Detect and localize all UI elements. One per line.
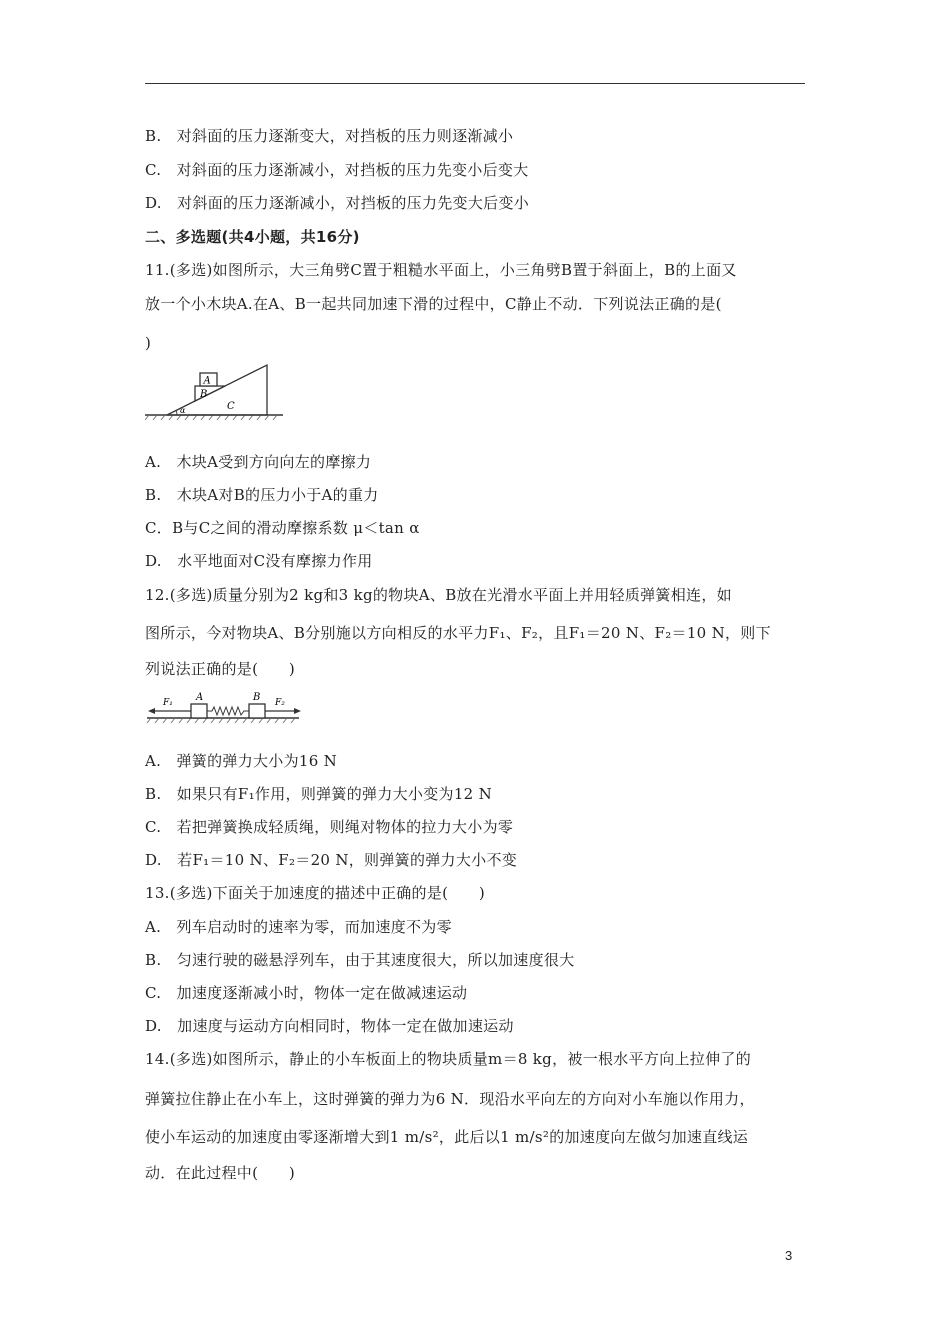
q11-wedge-figure <box>145 362 285 422</box>
q11-stem-line1: 11.(多选)如图所示，大三角劈C置于粗糙水平面上，小三角劈B置于斜面上，B的上面又 <box>145 261 737 279</box>
q12-option-c: C. 若把弹簧换成轻质绳，则绳对物体的拉力大小为零 <box>145 818 514 836</box>
block-a <box>191 704 207 718</box>
label-c: C <box>227 401 235 412</box>
label-a: A <box>203 375 211 387</box>
q13-option-d: D. 加速度与运动方向相同时，物体一定在做加速运动 <box>145 1017 514 1035</box>
q13-stem: 13.(多选)下面关于加速度的描述中正确的是( ) <box>145 884 486 902</box>
q12-spring-figure <box>145 686 305 726</box>
label-f1: F₁ <box>163 698 173 708</box>
q13-option-a: A. 列车启动时的速率为零，而加速度不为零 <box>145 918 452 936</box>
q11-option-d: D. 水平地面对C没有摩擦力作用 <box>145 552 373 570</box>
q14-stem-line2: 弹簧拉住静止在小车上，这时弹簧的弹力为6 N．现沿水平向左的方向对小车施以作用力， <box>145 1090 755 1108</box>
q12-stem-line1: 12.(多选)质量分别为2 kg和3 kg的物块A、B放在光滑水平面上并用轻质弹簧相连，如 <box>145 586 732 604</box>
q12-stem-line3: 列说法正确的是( ) <box>145 660 296 678</box>
q14-stem-line1: 14.(多选)如图所示，静止的小车板面上的物块质量m＝8 kg，被一根水平方向上拉伸了的 <box>145 1050 751 1068</box>
q11-option-b: B. 木块A对B的压力小于A的重力 <box>145 486 379 504</box>
q12-option-a: A. 弹簧的弹力大小为16 N <box>145 752 338 770</box>
q10-option-c: C. 对斜面的压力逐渐减小，对挡板的压力先变小后变大 <box>145 161 529 179</box>
q13-option-b: B. 匀速行驶的磁悬浮列车，由于其速度很大，所以加速度很大 <box>145 951 575 969</box>
q11-option-c: C．B与C之间的滑动摩擦系数 μ＜tan α <box>145 519 420 537</box>
header-rule <box>145 83 805 84</box>
q11-stem-line3: ) <box>145 334 152 352</box>
q10-option-b: B. 对斜面的压力逐渐变大，对挡板的压力则逐渐减小 <box>145 127 514 145</box>
q14-stem-line3: 使小车运动的加速度由零逐渐增大到1 m/s²，此后以1 m/s²的加速度向左做匀加速直线运 <box>145 1128 749 1146</box>
q10-option-d: D. 对斜面的压力逐渐减小，对挡板的压力先变大后变小 <box>145 194 530 212</box>
q12-option-d: D. 若F₁＝10 N、F₂＝20 N，则弹簧的弹力大小不变 <box>145 851 518 869</box>
label-alpha: α <box>180 406 186 415</box>
q11-stem-line2: 放一个小木块A.在A、B一起共同加速下滑的过程中，C静止不动．下列说法正确的是( <box>145 295 722 313</box>
block-b <box>249 704 265 718</box>
q11-option-a: A. 木块A受到方向向左的摩擦力 <box>145 453 372 471</box>
label-a: A <box>196 692 204 703</box>
label-b: B <box>200 389 208 400</box>
q14-stem-line4: 动．在此过程中( ) <box>145 1164 296 1182</box>
section-heading: 二、多选题(共4小题，共16分) <box>145 228 360 246</box>
q12-stem-line2: 图所示，今对物块A、B分别施以方向相反的水平力F₁、F₂，且F₁＝20 N、F₂＝10 N，则下 <box>145 624 771 642</box>
q13-option-c: C. 加速度逐渐减小时，物体一定在做减速运动 <box>145 984 468 1002</box>
spring <box>207 707 249 715</box>
page-number: 3 <box>785 1248 793 1263</box>
arrow-f1-head <box>148 708 155 714</box>
arrow-f2-head <box>294 708 301 714</box>
label-b: B <box>253 692 261 703</box>
label-f2: F₂ <box>275 698 285 708</box>
q12-option-b: B. 如果只有F₁作用，则弹簧的弹力大小变为12 N <box>145 785 492 803</box>
